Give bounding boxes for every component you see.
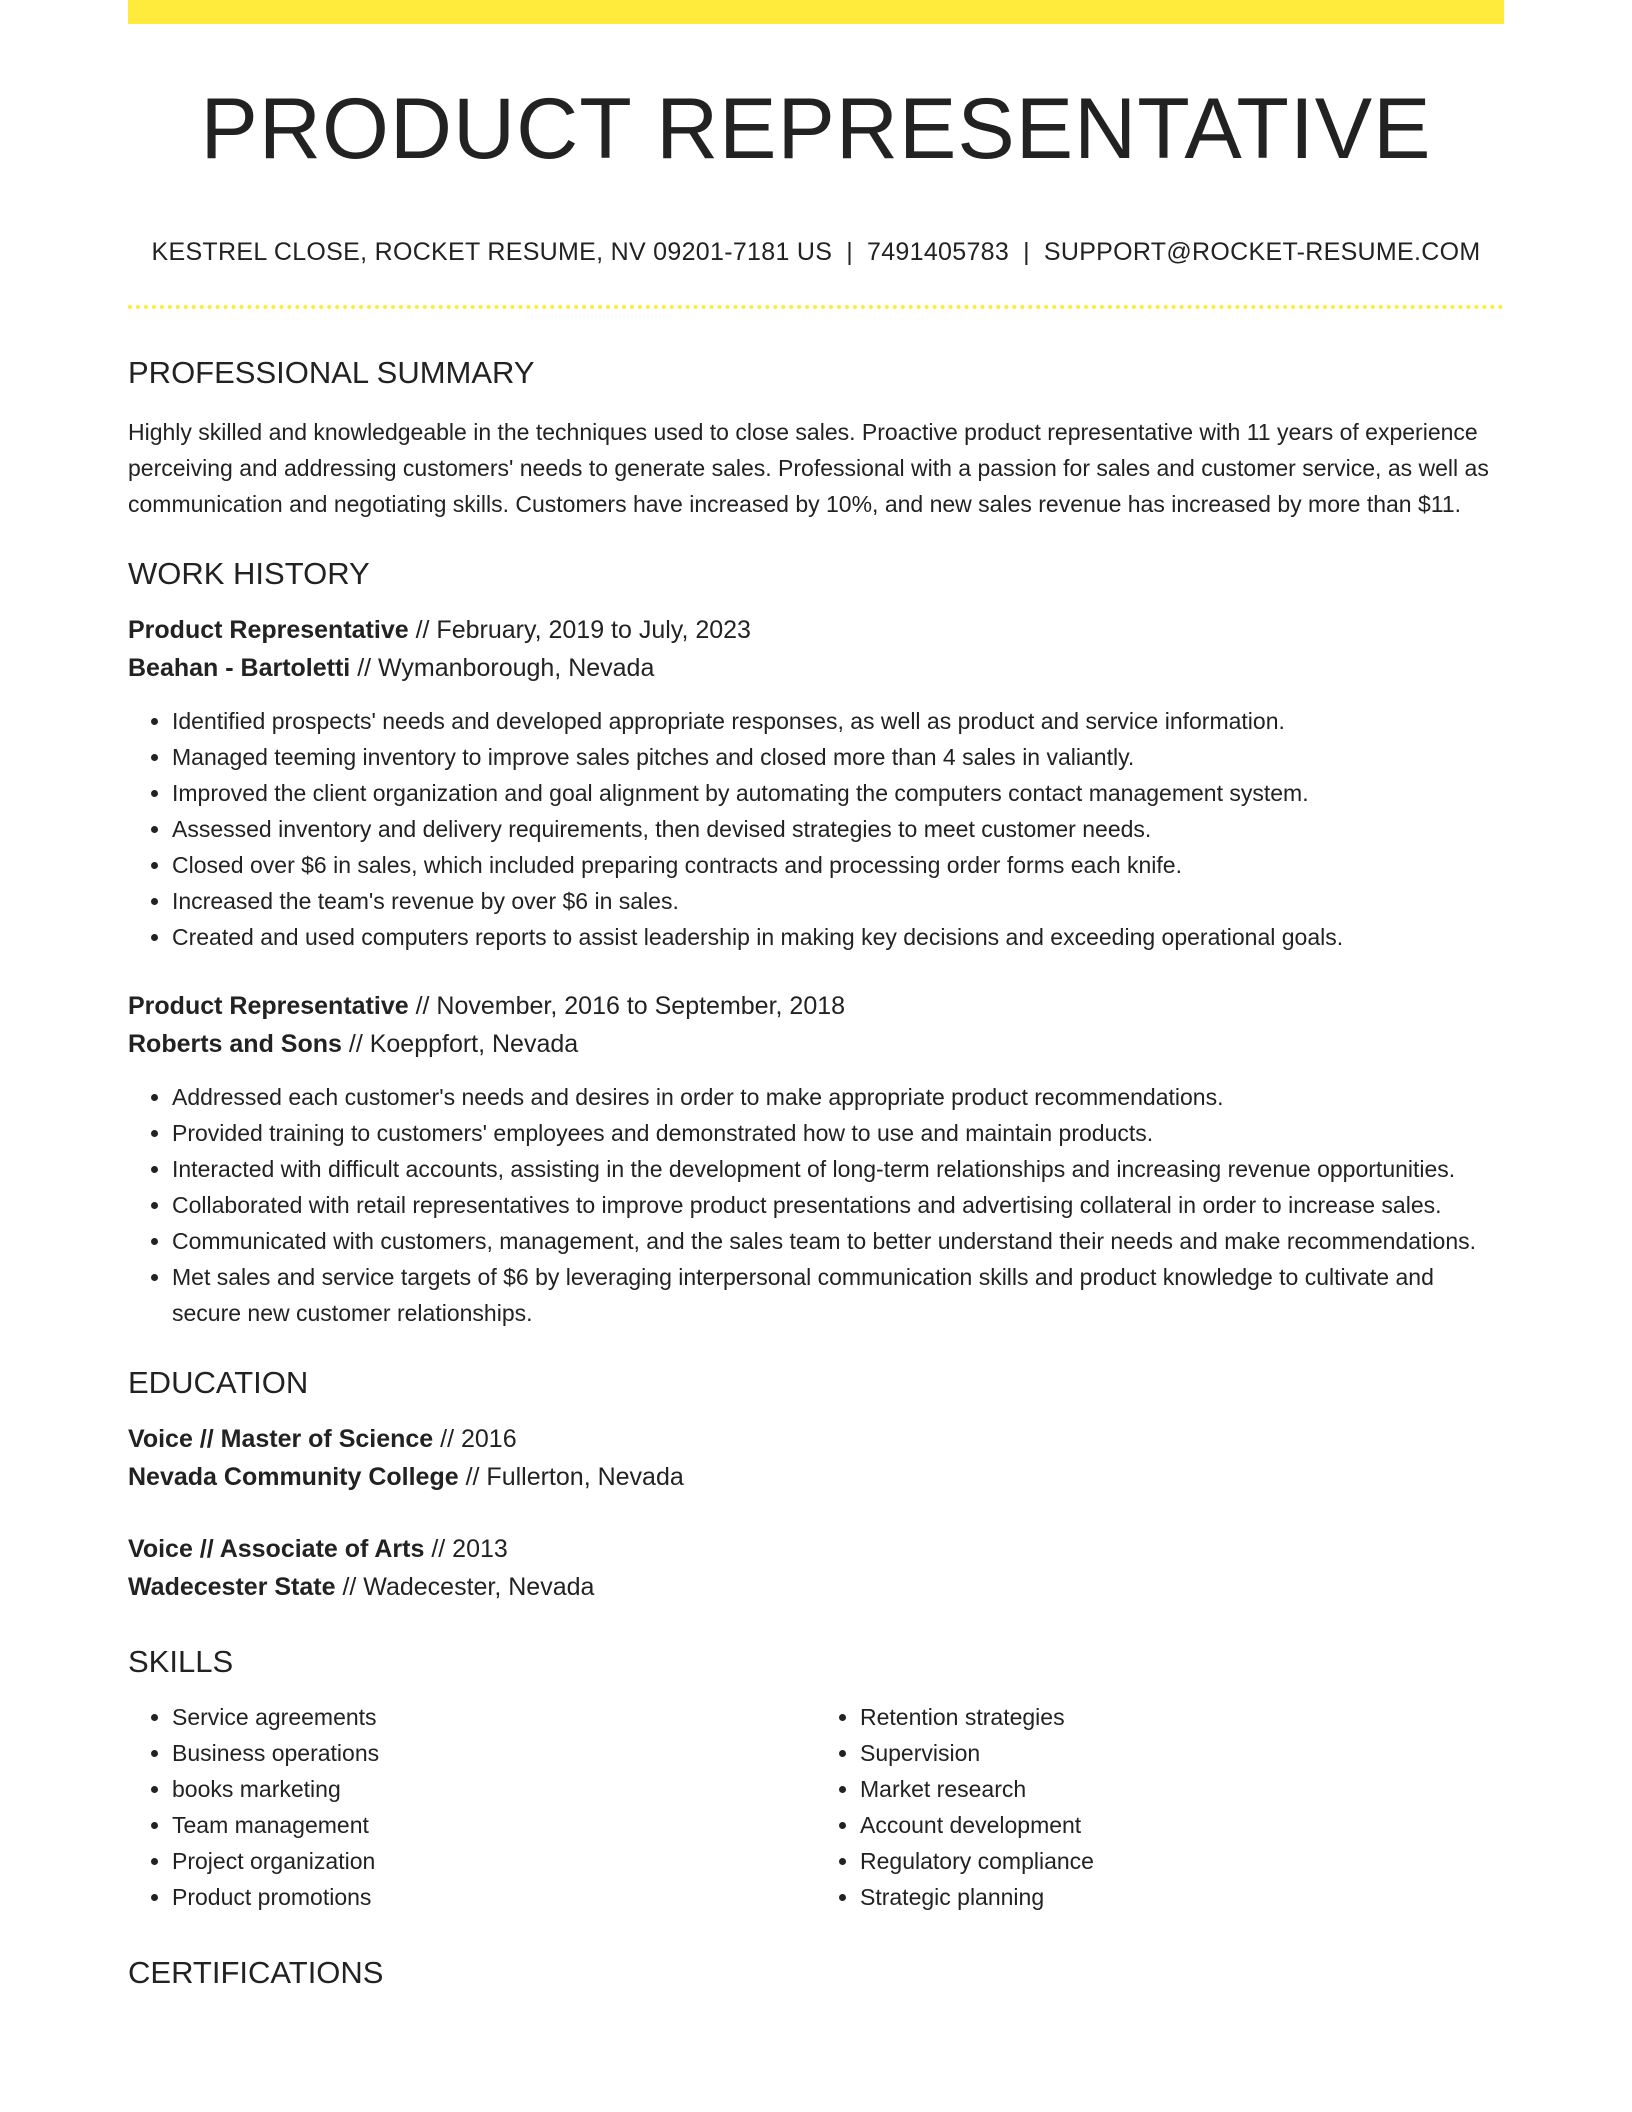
accent-top-bar bbox=[128, 0, 1504, 24]
education-entry bbox=[128, 1530, 1504, 1606]
job-bullet: • Increased the team's revenue by over $6 in sales. bbox=[172, 883, 1504, 919]
education-degree: Voice // Associate of Arts bbox=[128, 1535, 425, 1563]
education-school: Nevada Community College bbox=[128, 1463, 459, 1491]
certifications-heading: CERTIFICATIONS bbox=[128, 1955, 384, 1990]
work-history-heading: WORK HISTORY bbox=[128, 556, 370, 591]
education-degree: Voice // Master of Science bbox=[128, 1425, 434, 1453]
job-bullet: • Assessed inventory and delivery requirements, then devised strategies to meet customer needs. bbox=[172, 811, 1504, 847]
skill-item: • books marketing bbox=[172, 1771, 816, 1807]
skill-item: • Regulatory compliance bbox=[860, 1843, 1504, 1879]
skill-item: • Business operations bbox=[172, 1735, 816, 1771]
job-bullets bbox=[128, 703, 1504, 955]
skill-item: • Service agreements bbox=[172, 1699, 816, 1735]
job-company: Roberts and Sons bbox=[128, 1030, 342, 1058]
skill-item: • Account development bbox=[860, 1807, 1504, 1843]
job-bullet: • Created and used computers reports to assist leadership in making key decisions and exceeding operational goals. bbox=[172, 919, 1504, 955]
job-bullet: • Collaborated with retail representatives to improve product presentations and advertising collateral in order to increase sales. bbox=[172, 1187, 1504, 1223]
job-company-line bbox=[128, 1025, 1504, 1063]
skills-heading: SKILLS bbox=[128, 1644, 234, 1679]
candidate-title: PRODUCT REPRESENTATIVE bbox=[200, 81, 1432, 177]
skill-item: • Supervision bbox=[860, 1735, 1504, 1771]
education-school-line bbox=[128, 1568, 1504, 1606]
job-bullet: • Interacted with difficult accounts, assisting in the development of long-term relationships and increasing revenue opportunities. bbox=[172, 1151, 1504, 1187]
job-entry bbox=[128, 987, 1504, 1331]
skill-item: • Retention strategies bbox=[860, 1699, 1504, 1735]
summary-heading: PROFESSIONAL SUMMARY bbox=[128, 355, 535, 390]
skill-item: • Project organization bbox=[172, 1843, 816, 1879]
job-bullet: • Provided training to customers' employees and demonstrated how to use and maintain products. bbox=[172, 1115, 1504, 1151]
job-dates: // February, 2019 to July, 2023 bbox=[408, 616, 751, 644]
skills-columns bbox=[128, 1699, 1504, 1915]
job-role-line bbox=[128, 987, 1504, 1025]
contact-address: KESTREL CLOSE, ROCKET RESUME, NV 09201-7181 US bbox=[151, 238, 833, 266]
skill-item: • Market research bbox=[860, 1771, 1504, 1807]
job-role: Product Representative bbox=[128, 616, 409, 644]
contact-separator: | bbox=[1023, 238, 1030, 266]
dotted-divider bbox=[128, 305, 1504, 309]
job-entry bbox=[128, 611, 1504, 955]
job-company-line bbox=[128, 649, 1504, 687]
education-location: // Fullerton, Nevada bbox=[458, 1463, 684, 1491]
skill-item: • Team management bbox=[172, 1807, 816, 1843]
job-bullets bbox=[128, 1079, 1504, 1331]
skill-item: • Product promotions bbox=[172, 1879, 816, 1915]
job-bullet: • Improved the client organization and goal alignment by automating the computers contact management system. bbox=[172, 775, 1504, 811]
skill-item: • Strategic planning bbox=[860, 1879, 1504, 1915]
education-school: Wadecester State bbox=[128, 1573, 336, 1601]
contact-line bbox=[128, 240, 1504, 265]
education-degree-line bbox=[128, 1530, 1504, 1568]
contact-email: SUPPORT@ROCKET-RESUME.COM bbox=[1043, 238, 1481, 266]
contact-phone: 7491405783 bbox=[867, 238, 1010, 266]
job-location: // Wymanborough, Nevada bbox=[350, 654, 655, 682]
job-dates: // November, 2016 to September, 2018 bbox=[408, 992, 846, 1020]
job-bullet: • Addressed each customer's needs and desires in order to make appropriate product recommendations. bbox=[172, 1079, 1504, 1115]
education-year: // 2016 bbox=[433, 1425, 517, 1453]
skills-list-right bbox=[816, 1699, 1504, 1915]
job-bullet: • Met sales and service targets of $6 by leveraging interpersonal communication skills and product knowledge to cultivate and secure new customer relationships. bbox=[172, 1259, 1504, 1331]
resume-page bbox=[128, 0, 1504, 1988]
job-role: Product Representative bbox=[128, 992, 409, 1020]
job-bullet: • Communicated with customers, management, and the sales team to better understand their needs and make recommendations. bbox=[172, 1223, 1504, 1259]
job-role-line bbox=[128, 611, 1504, 649]
education-entry bbox=[128, 1420, 1504, 1496]
job-bullet: • Closed over $6 in sales, which included preparing contracts and processing order forms each knife. bbox=[172, 847, 1504, 883]
summary-text: Highly skilled and knowledgeable in the techniques used to close sales. Proactive product representative with 11 years of experience perceiving and addressing customers' needs to generate sales. Professional with a passion for sales and customer service, as well as communication and negotiating skills. Customers have increased by 10%, and new sales revenue has increased by more than $11. bbox=[128, 419, 1489, 517]
skills-list-left bbox=[128, 1699, 816, 1915]
job-company: Beahan - Bartoletti bbox=[128, 654, 351, 682]
education-school-line bbox=[128, 1458, 1504, 1496]
job-bullet: • Identified prospects' needs and developed appropriate responses, as well as product and service information. bbox=[172, 703, 1504, 739]
education-heading: EDUCATION bbox=[128, 1365, 309, 1400]
education-year: // 2013 bbox=[424, 1535, 508, 1563]
education-degree-line bbox=[128, 1420, 1504, 1458]
job-bullet: • Managed teeming inventory to improve sales pitches and closed more than 4 sales in valiantly. bbox=[172, 739, 1504, 775]
job-location: // Koeppfort, Nevada bbox=[341, 1030, 579, 1058]
education-location: // Wadecester, Nevada bbox=[335, 1573, 595, 1601]
contact-separator: | bbox=[846, 238, 854, 266]
